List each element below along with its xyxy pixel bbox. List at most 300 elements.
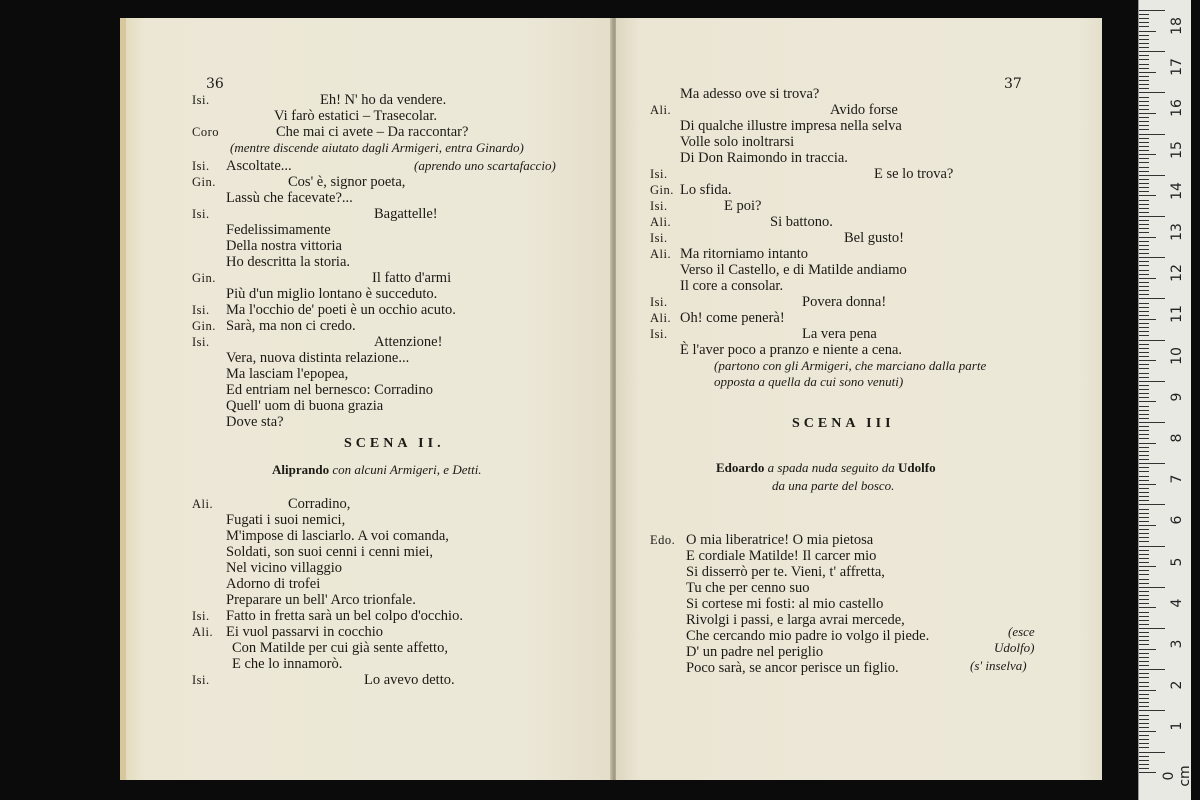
ruler-tick [1139, 537, 1149, 538]
ruler-label: 6 [1169, 515, 1185, 525]
ruler-tick [1139, 443, 1156, 444]
side-note: (esce [1008, 624, 1035, 639]
ruler-tick [1139, 653, 1149, 654]
ruler-tick [1139, 47, 1149, 48]
ruler-tick [1139, 368, 1149, 369]
verse-line: Adorno di trofei [226, 576, 321, 592]
ruler-tick [1139, 212, 1149, 213]
ruler-tick [1139, 80, 1149, 81]
ruler-tick [1139, 142, 1149, 143]
verse-line: Tu che per cenno suo [686, 580, 810, 596]
ruler-tick [1139, 710, 1165, 711]
ruler-tick [1139, 698, 1149, 699]
ruler-tick [1139, 438, 1149, 439]
ruler-tick [1139, 414, 1149, 415]
ruler-tick [1139, 397, 1149, 398]
verse-line: Il core a consolar. [680, 278, 784, 294]
ruler-tick [1139, 175, 1165, 176]
ruler-tick [1139, 237, 1156, 238]
scene3-mid: a spada nuda seguito da [764, 460, 899, 475]
verse-line: Cos' è, signor poeta, [288, 174, 406, 190]
ruler-tick [1139, 422, 1165, 423]
ruler-label: 10 [1169, 346, 1185, 365]
ruler-label: 8 [1169, 433, 1185, 443]
ruler-tick [1139, 406, 1149, 407]
verse-line: E che lo innamorò. [232, 656, 343, 672]
verse-line: Fugati i suoi nemici, [226, 512, 346, 528]
verse-line: Della nostra vittoria [226, 238, 342, 254]
ruler-tick [1139, 682, 1149, 683]
stage-direction: (aprendo uno scartafaccio) [414, 158, 556, 173]
ruler-tick [1139, 195, 1156, 196]
ruler-tick [1139, 488, 1149, 489]
ruler-tick [1139, 389, 1149, 390]
verse-line: Rivolgi i passi, e larga avrai mercede, [686, 612, 905, 628]
ruler-tick [1139, 245, 1149, 246]
ruler-tick [1139, 694, 1149, 695]
ruler-tick [1139, 484, 1156, 485]
verse-line: Avido forse [830, 102, 898, 118]
ruler-tick [1139, 686, 1149, 687]
ruler-tick [1139, 603, 1149, 604]
ruler-tick [1139, 200, 1149, 201]
ruler-tick [1139, 26, 1149, 27]
ruler-tick [1139, 134, 1165, 135]
speaker-label: Ali. [650, 311, 672, 325]
verse-line: Lo avevo detto. [364, 672, 455, 688]
ruler-tick [1139, 55, 1149, 56]
verse-line: Si battono. [770, 214, 833, 230]
ruler-label: 17 [1169, 58, 1185, 77]
ruler-tick [1139, 319, 1156, 320]
speaker-label: Gin. [650, 183, 674, 197]
ruler-tick [1139, 644, 1149, 645]
ruler-tick [1139, 735, 1149, 736]
verse-line: Lo sfida. [680, 182, 732, 198]
ruler-tick [1139, 274, 1149, 275]
verse-line: Povera donna! [802, 294, 887, 310]
ruler-tick [1139, 113, 1156, 114]
ruler-tick [1139, 92, 1165, 93]
verse-line: Sarà, ma non ci credo. [226, 318, 356, 334]
ruler-label: 7 [1169, 474, 1185, 484]
ruler-tick [1139, 476, 1149, 477]
ruler-tick [1139, 270, 1149, 271]
speaker-label: Coro [192, 125, 219, 139]
verse-line: Oh! come penerà! [680, 310, 785, 326]
ruler-label: 5 [1169, 557, 1185, 567]
ruler-tick [1139, 105, 1149, 106]
ruler-tick [1139, 311, 1149, 312]
ruler-tick [1139, 401, 1156, 402]
ruler-tick [1139, 335, 1149, 336]
right-page [616, 18, 1102, 780]
verse-line: Di qualche illustre impresa nella selva [680, 118, 902, 134]
verse-line: Ed entriam nel bernesco: Corradino [226, 382, 433, 398]
ruler-tick [1139, 88, 1149, 89]
ruler-tick [1139, 117, 1149, 118]
ruler-tick [1139, 261, 1149, 262]
verse-line: Fatto in fretta sarà un bel colpo d'occhio. [226, 608, 463, 624]
speaker-label: Isi. [650, 231, 668, 245]
ruler-tick [1139, 533, 1149, 534]
ruler-tick [1139, 673, 1149, 674]
ruler-tick [1139, 35, 1149, 36]
ruler-tick [1139, 72, 1156, 73]
ruler-tick [1139, 307, 1149, 308]
ruler-tick [1139, 463, 1165, 464]
speaker-label: Isi. [192, 207, 210, 221]
ruler-tick [1139, 381, 1165, 382]
speaker-label: Isi. [650, 199, 668, 213]
verse-line: Eh! N' ho da vendere. [320, 92, 447, 108]
ruler-tick [1139, 282, 1149, 283]
ruler-tick [1139, 340, 1165, 341]
ruler-tick [1139, 513, 1149, 514]
verse-line: Più d'un miglio lontano è succeduto. [226, 286, 438, 302]
stage-direction: (partono con gli Armigeri, che marciano dalla parte [714, 358, 987, 373]
verse-line: Ma adesso ove si trova? [680, 86, 820, 102]
page-number-left: 36 [206, 76, 224, 92]
ruler-label: 3 [1169, 639, 1185, 649]
verse-line: E se lo trova? [874, 166, 954, 182]
verse-line: E poi? [724, 198, 762, 214]
stage-direction: (mentre discende aiutato dagli Armigeri, entra Ginardo) [230, 140, 524, 155]
ruler-tick [1139, 187, 1149, 188]
ruler-tick [1139, 167, 1149, 168]
ruler-tick [1139, 315, 1149, 316]
speaker-label: Isi. [192, 609, 210, 623]
verse-line: Ho descritta la storia. [226, 254, 351, 270]
ruler-tick [1139, 410, 1149, 411]
speaker-label: Isi. [650, 327, 668, 341]
ruler-tick [1139, 541, 1149, 542]
ruler-tick [1139, 480, 1149, 481]
ruler-tick [1139, 241, 1149, 242]
verse-line: D' un padre nel periglio [686, 644, 824, 660]
ruler-tick [1139, 768, 1149, 769]
verse-line: Il fatto d'armi [372, 270, 452, 286]
ruler-label: 11 [1169, 305, 1185, 324]
ruler-tick [1139, 574, 1149, 575]
ruler-tick [1139, 385, 1149, 386]
ruler-tick [1139, 426, 1149, 427]
ruler-tick [1139, 109, 1149, 110]
ruler-tick [1139, 661, 1149, 662]
ruler-tick [1139, 677, 1149, 678]
ruler-tick [1139, 500, 1149, 501]
verse-line: Vi farò estatici – Trasecolar. [274, 108, 438, 124]
verse-line: È l'aver poco a pranzo e niente a cena. [680, 342, 903, 358]
ruler-tick [1139, 546, 1165, 547]
ruler-tick [1139, 150, 1149, 151]
scene-heading-3: SCENA III [792, 416, 895, 431]
ruler-tick [1139, 286, 1149, 287]
ruler-tick [1139, 451, 1149, 452]
ruler-label: 14 [1169, 181, 1185, 200]
ruler-tick [1139, 665, 1149, 666]
ruler-tick [1139, 583, 1149, 584]
verse-line: Poco sarà, se ancor perisce un figlio. [686, 660, 899, 676]
speaker-label: Gin. [192, 319, 216, 333]
verse-line: Quell' uom di buona grazia [226, 398, 384, 414]
ruler-tick [1139, 455, 1149, 456]
scene-sub-name: Aliprando [272, 462, 330, 477]
verse-line: Ascoltate... [226, 158, 292, 174]
ruler-tick [1139, 327, 1149, 328]
ruler-tick [1139, 191, 1149, 192]
ruler-tick [1139, 59, 1149, 60]
stage-direction: opposta a quella da cui sono venuti) [714, 374, 904, 389]
ruler-tick [1139, 14, 1149, 15]
ruler-tick [1139, 690, 1156, 691]
verse-line: Ei vuol passarvi in cocchio [226, 624, 384, 640]
ruler-tick [1139, 162, 1149, 163]
ruler-tick [1139, 517, 1149, 518]
speaker-label: Isi. [192, 303, 210, 317]
ruler-tick [1139, 521, 1149, 522]
speaker-label: Ali. [192, 625, 214, 639]
verse-line: Dove sta? [226, 414, 284, 430]
ruler-tick [1139, 344, 1149, 345]
ruler-tick [1139, 154, 1156, 155]
ruler-tick [1139, 719, 1149, 720]
verse-line: Ma l'occhio de' poeti è un occhio acuto. [226, 302, 456, 318]
ruler-tick [1139, 752, 1165, 753]
ruler-tick [1139, 579, 1149, 580]
ruler-tick [1139, 39, 1149, 40]
ruler-tick [1139, 129, 1149, 130]
ruler-tick [1139, 303, 1149, 304]
ruler-tick [1139, 331, 1149, 332]
ruler-tick [1139, 558, 1149, 559]
ruler-tick [1139, 373, 1149, 374]
left-page [120, 18, 618, 780]
speaker-label: Isi. [650, 295, 668, 309]
ruler-tick [1139, 496, 1149, 497]
ruler-tick [1139, 18, 1149, 19]
ruler-tick [1139, 624, 1149, 625]
ruler-tick [1139, 459, 1149, 460]
speaker-label: Isi. [192, 93, 210, 107]
ruler-tick [1139, 492, 1149, 493]
ruler-tick [1139, 504, 1165, 505]
speaker-label: Ali. [650, 215, 672, 229]
ruler-tick [1139, 22, 1149, 23]
speaker-label: Gin. [192, 271, 216, 285]
ruler-tick [1139, 97, 1149, 98]
side-note: (s' inselva) [970, 658, 1027, 673]
ruler-tick [1139, 669, 1165, 670]
ruler-tick [1139, 204, 1149, 205]
ruler-tick [1139, 649, 1156, 650]
ruler-tick [1139, 447, 1149, 448]
ruler-tick [1139, 607, 1156, 608]
ruler-tick [1139, 566, 1156, 567]
ruler-tick [1139, 772, 1156, 773]
ruler-tick [1139, 467, 1149, 468]
ruler-tick [1139, 43, 1149, 44]
ruler-tick [1139, 257, 1165, 258]
ruler-label: 0 cm [1161, 764, 1193, 787]
verse-line: Ma ritorniamo intanto [680, 246, 809, 262]
ruler-tick [1139, 731, 1156, 732]
ruler-tick [1139, 640, 1149, 641]
ruler-tick [1139, 31, 1156, 32]
ruler-tick [1139, 509, 1149, 510]
verse-line: M'impose di lasciarlo. A voi comanda, [226, 528, 449, 544]
ruler-tick [1139, 76, 1149, 77]
ruler-tick [1139, 298, 1165, 299]
ruler-tick [1139, 121, 1149, 122]
ruler-tick [1139, 570, 1149, 571]
ruler-tick [1139, 171, 1149, 172]
ruler-tick [1139, 587, 1165, 588]
measuring-ruler [1138, 0, 1191, 800]
speaker-label: Edo. [650, 533, 676, 547]
scene3-name2: Udolfo [898, 460, 936, 475]
verse-line: Nel vicino villaggio [226, 560, 342, 576]
ruler-tick [1139, 760, 1149, 761]
ruler-tick [1139, 529, 1149, 530]
ruler-tick [1139, 599, 1149, 600]
ruler-tick [1139, 51, 1165, 52]
ruler-tick [1139, 612, 1149, 613]
speaker-label: Isi. [192, 159, 210, 173]
ruler-tick [1139, 471, 1149, 472]
ruler-tick [1139, 323, 1149, 324]
verse-line: Corradino, [288, 496, 351, 512]
ruler-tick [1139, 158, 1149, 159]
ruler-tick [1139, 525, 1156, 526]
ruler-tick [1139, 146, 1149, 147]
verse-line: Bel gusto! [844, 230, 905, 246]
verse-line: La vera pena [802, 326, 877, 342]
ruler-tick [1139, 183, 1149, 184]
ruler-label: 2 [1169, 680, 1185, 690]
ruler-tick [1139, 64, 1149, 65]
ruler-tick [1139, 550, 1149, 551]
ruler-tick [1139, 739, 1149, 740]
ruler-tick [1139, 393, 1149, 394]
speaker-label: Ali. [192, 497, 214, 511]
ruler-tick [1139, 715, 1149, 716]
ruler-tick [1139, 290, 1149, 291]
ruler-tick [1139, 764, 1149, 765]
ruler-tick [1139, 747, 1149, 748]
scene-sub-rest: con alcuni Armigeri, e Detti. [329, 462, 482, 477]
ruler-tick [1139, 84, 1149, 85]
verse-line: Ma lasciam l'epopea, [226, 366, 349, 382]
ruler-tick [1139, 723, 1149, 724]
scene-subtitle-3-line2: da una parte del bosco. [772, 478, 895, 493]
verse-line: Soldati, son suoi cenni i cenni miei, [226, 544, 434, 560]
ruler-tick [1139, 10, 1165, 11]
ruler-tick [1139, 727, 1149, 728]
ruler-tick [1139, 253, 1149, 254]
ruler-tick [1139, 554, 1149, 555]
speaker-label: Isi. [650, 167, 668, 181]
ruler-tick [1139, 595, 1149, 596]
scene-heading-2: SCENA II. [344, 436, 445, 451]
verse-line: Che cercando mio padre io volgo il piede. [686, 628, 930, 644]
scene3-name1: Edoardo [716, 460, 765, 475]
ruler-tick [1139, 125, 1149, 126]
ruler-label: 9 [1169, 392, 1185, 402]
scene-subtitle-3-line1 [716, 460, 936, 476]
ruler-tick [1139, 377, 1149, 378]
ruler-label: 4 [1169, 598, 1185, 608]
ruler-label: 18 [1169, 17, 1185, 35]
ruler-tick [1139, 249, 1149, 250]
verse-line: Preparare un bell' Arco trionfale. [226, 592, 416, 608]
ruler-tick [1139, 620, 1149, 621]
ruler-tick [1139, 224, 1149, 225]
ruler-tick [1139, 356, 1149, 357]
ruler-tick [1139, 138, 1149, 139]
verse-line: Fedelissimamente [226, 222, 331, 238]
ruler-tick [1139, 616, 1149, 617]
verse-line: Che mai ci avete – Da raccontar? [276, 124, 469, 140]
speaker-label: Isi. [192, 335, 210, 349]
verse-line: Verso il Castello, e di Matilde andiamo [680, 262, 907, 278]
ruler-label: 16 [1169, 99, 1185, 118]
verse-line: Lassù che facevate?... [226, 190, 353, 206]
verse-line: Si disserrò per te. Vieni, t' affretta, [686, 564, 885, 580]
ruler-tick [1139, 352, 1149, 353]
speaker-label: Isi. [192, 673, 210, 687]
ruler-tick [1139, 220, 1149, 221]
ruler-tick [1139, 434, 1149, 435]
ruler-tick [1139, 179, 1149, 180]
verse-line: Si cortese mi fosti: al mio castello [686, 596, 884, 612]
ruler-tick [1139, 702, 1149, 703]
ruler-label: 1 [1169, 721, 1185, 731]
ruler-tick [1139, 232, 1149, 233]
verse-line: E cordiale Matilde! Il carcer mio [686, 548, 877, 564]
speaker-label: Ali. [650, 247, 672, 261]
ruler-tick [1139, 430, 1149, 431]
ruler-label: 15 [1169, 140, 1185, 159]
verse-line: Bagattelle! [374, 206, 438, 222]
ruler-label: 13 [1169, 223, 1185, 241]
ruler-tick [1139, 364, 1149, 365]
ruler-label: 12 [1169, 264, 1185, 283]
ruler-tick [1139, 278, 1156, 279]
ruler-tick [1139, 743, 1149, 744]
verse-line: Con Matilde per cui già sente affetto, [232, 640, 448, 656]
side-note: Udolfo) [994, 640, 1035, 655]
ruler-tick [1139, 265, 1149, 266]
ruler-tick [1139, 360, 1156, 361]
ruler-tick [1139, 591, 1149, 592]
verse-line: Volle solo inoltrarsi [680, 134, 795, 150]
ruler-tick [1139, 756, 1149, 757]
ruler-tick [1139, 216, 1165, 217]
scene-subtitle-2 [272, 462, 482, 478]
ruler-tick [1139, 348, 1149, 349]
page-number-right: 37 [1004, 76, 1022, 92]
ruler-tick [1139, 418, 1149, 419]
verse-line: Attenzione! [374, 334, 443, 350]
ruler-tick [1139, 628, 1165, 629]
verse-line: Vera, nuova distinta relazione... [226, 350, 410, 366]
ruler-tick [1139, 208, 1149, 209]
ruler-tick [1139, 636, 1149, 637]
ruler-tick [1139, 562, 1149, 563]
ruler-tick [1139, 228, 1149, 229]
ruler-tick [1139, 294, 1149, 295]
